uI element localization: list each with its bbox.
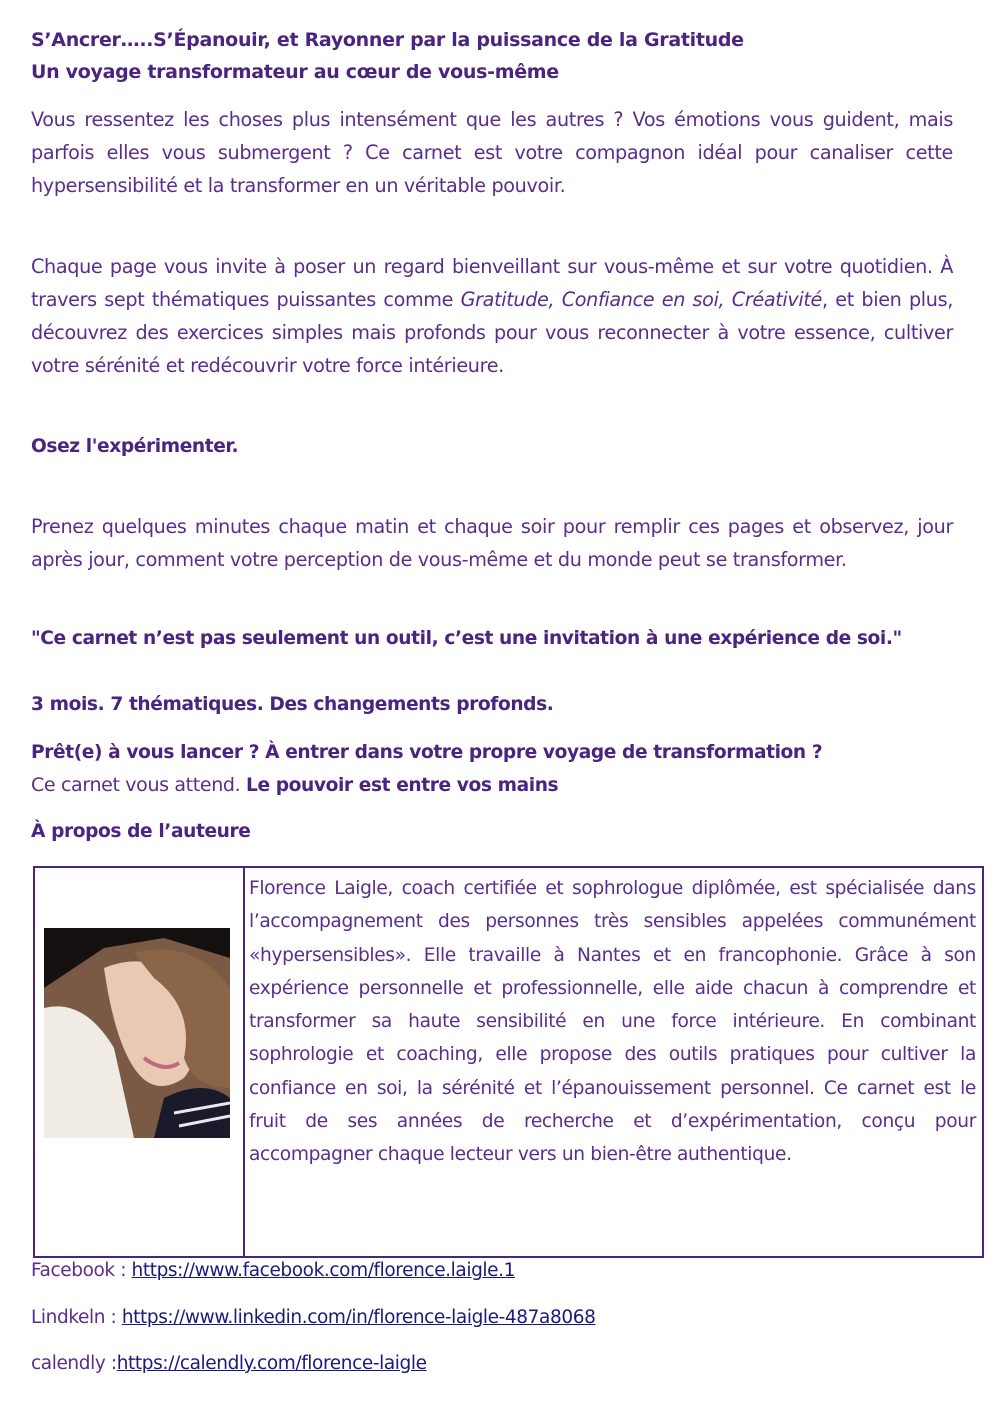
linkedin-link[interactable]: https://www.linkedin.com/in/florence-laigle-487a8068 xyxy=(121,1307,596,1328)
calendly-link[interactable]: https://calendly.com/florence-laigle xyxy=(116,1353,427,1374)
paragraph-2-end: , et bien plus, découvrez des exercices simples mais profonds pour vous reconnecter à votre essence, cultiver votre sérénité et redécouvrir votre force intérieure. xyxy=(31,288,953,377)
waiting-line xyxy=(31,769,953,802)
author-photo xyxy=(44,928,230,1138)
calendly-label: calendly : xyxy=(31,1353,117,1374)
author-portrait-image xyxy=(44,928,230,1138)
author-table xyxy=(33,866,984,1258)
title-line-2: Un voyage transformateur au cœur de vous-même xyxy=(31,61,559,83)
tagline: 3 mois. 7 thématiques. Des changements profonds. xyxy=(31,694,554,715)
linkedin-label: Lindkeln : xyxy=(31,1307,122,1328)
table-divider xyxy=(243,868,245,1256)
document-title xyxy=(31,24,953,88)
author-heading: À propos de l’auteure xyxy=(31,821,251,842)
facebook-line xyxy=(31,1256,515,1286)
power-text: Le pouvoir est entre vos mains xyxy=(246,775,559,796)
author-bio: Florence Laigle, coach certifiée et sophrologue diplômée, est spécialisée dans l’accompagnement des personnes très sensibles appelées communément «hypersensibles». Elle travaille à Nantes et en francophonie. Grâce à son expérience personnelle et professionnelle, elle aide chacun à comprendre et transformer sa haute sensibilité en une force intérieure. En combinant sophrologie et coaching, elle propose des outils pratiques pour cultiver la confiance en soi, la sérénité et l’épanouissement personnel. Ce carnet est le fruit de ses années de recherche et d’expérimentation, conçu pour accompagner chaque lecteur vers un bien-être authentique. xyxy=(249,878,976,1166)
ready-question: Prêt(e) à vous lancer ? À entrer dans votre propre voyage de transformation ? xyxy=(31,742,823,763)
intro-paragraph-1: Vous ressentez les choses plus intensément que les autres ? Vos émotions vous guident, mais parfois elles vous submergent ? Ce carnet est votre compagnon idéal pour canaliser cette hypersensibilité et la transformer en un véritable pouvoir. xyxy=(31,108,953,197)
waiting-text: Ce carnet vous attend. xyxy=(31,774,246,796)
calendly-line xyxy=(31,1349,427,1379)
themes-italic: Gratitude, Confiance en soi, Créativité xyxy=(460,288,823,311)
intro-paragraph-3: Prenez quelques minutes chaque matin et chaque soir pour remplir ces pages et observez, jour après jour, comment votre perception de vous-même et du monde peut se transformer. xyxy=(31,515,953,571)
title-line-1: S’Ancrer…..S’Épanouir, et Rayonner par la puissance de la Gratitude xyxy=(31,29,744,51)
facebook-label: Facebook : xyxy=(31,1260,132,1281)
quote: "Ce carnet n’est pas seulement un outil, c’est une invitation à une expérience de soi." xyxy=(31,628,902,649)
linkedin-line xyxy=(31,1303,595,1333)
facebook-link[interactable]: https://www.facebook.com/florence.laigle.1 xyxy=(131,1260,515,1281)
intro-paragraph-2 xyxy=(31,250,953,382)
call-to-action: Osez l'expérimenter. xyxy=(31,436,239,457)
paragraph-2-start: Chaque page vous invite à poser un regard bienveillant sur vous-même et sur votre quotidien. À travers sept thématiques puissantes comme xyxy=(31,255,953,311)
